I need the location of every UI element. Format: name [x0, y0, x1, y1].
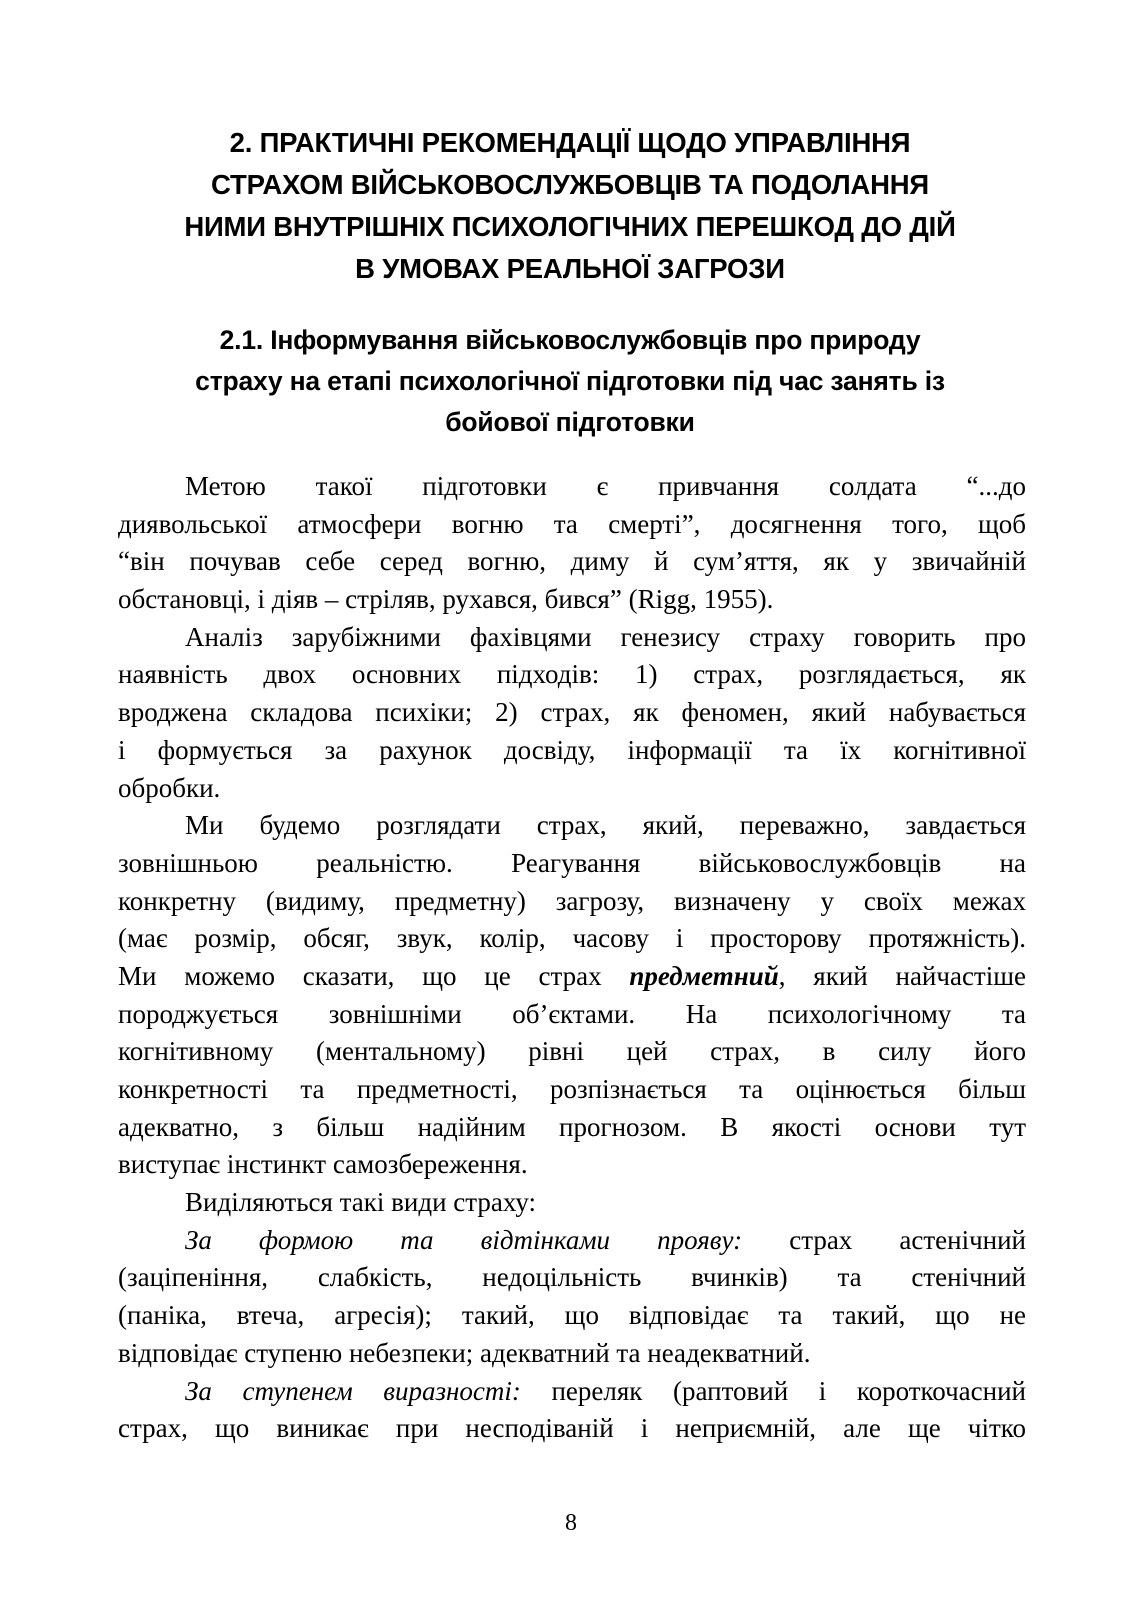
- paragraph-line: конкретну (видиму, предметну) загрозу, визначену у своїх межах: [118, 885, 1026, 916]
- paragraph-line: виступає інстинкт самозбереження.: [118, 1149, 528, 1180]
- paragraph-line: відповідає ступеню небезпеки; адекватний та неадекватний.: [118, 1337, 811, 1368]
- paragraph-line: і формується за рахунок досвіду, інформації та їх когнітивної: [118, 734, 1026, 765]
- paragraph-line: диявольської атмосфери вогню та смерті”, досягнення того, щоб: [118, 508, 1026, 539]
- section-heading-line: 2. ПРАКТИЧНІ РЕКОМЕНДАЦІЇ ЩОДО УПРАВЛІННЯ: [229, 127, 911, 158]
- paragraph-line: обробки.: [118, 772, 221, 803]
- paragraph-line: (паніка, втеча, агресія); такий, що відповідає та такий, що не: [118, 1300, 1026, 1331]
- section-heading-line: В УМОВАХ РЕАЛЬНОЇ ЗАГРОЗИ: [355, 253, 785, 284]
- text-run: Ми можемо сказати, що це страх: [118, 960, 630, 991]
- subsection-heading: [110, 320, 1030, 443]
- paragraph-line: страх, що виникає при несподіваній і неприємній, але ще чітко: [118, 1413, 1026, 1444]
- paragraph-line: (заціпеніння, слабкість, недоцільність вчинків) та стенічний: [118, 1262, 1026, 1293]
- emphasized-term: предметний: [629, 960, 779, 991]
- page-number: 8: [565, 1510, 577, 1536]
- text-run: переляк (раптовий і короткочасний: [520, 1375, 1026, 1406]
- subsection-heading-line: бойової підготовки: [445, 407, 695, 437]
- section-heading-line: НИМИ ВНУТРІШНІХ ПСИХОЛОГІЧНИХ ПЕРЕШКОД ДО ДІЙ: [184, 211, 956, 242]
- section-heading-line: СТРАХОМ ВІЙСЬКОВОСЛУЖБОВЦІВ ТА ПОДОЛАННЯ: [211, 169, 929, 200]
- paragraph-line: Аналіз зарубіжними фахівцями генезису страху говорить про: [185, 621, 1026, 652]
- paragraph-line: конкретності та предметності, розпізнається та оцінюється більш: [118, 1074, 1026, 1104]
- paragraph-line: зовнішньою реальністю. Реагування військовослужбовців на: [118, 847, 1026, 878]
- italic-label: За ступенем виразності:: [185, 1375, 521, 1406]
- paragraph-line: обстановці, і діяв – стріляв, рухався, бився” (Rigg, 1955).: [118, 584, 774, 615]
- paragraph-line: “він почував себе серед вогню, диму й сум’яття, як у звичайній: [118, 546, 1026, 577]
- paragraph-line-emphasis: [118, 958, 1026, 996]
- paragraph-line: (має розмір, обсяг, звук, колір, часову і просторову протяжність).: [118, 923, 1026, 954]
- text-run: страх астенічний: [742, 1224, 1026, 1255]
- paragraph-line: вроджена складова психіки; 2) страх, як феномен, який набувається: [118, 697, 1026, 728]
- paragraph-line-labeled: [118, 1373, 1026, 1411]
- subsection-heading-line: страху на етапі психологічної підготовки під час занять із: [195, 366, 945, 396]
- subsection-heading-line: 2.1. Інформування військовослужбовців про природу: [219, 325, 921, 355]
- paragraph-line-labeled: [118, 1222, 1026, 1260]
- paragraph-line: наявність двох основних підходів: 1) страх, розглядається, як: [118, 659, 1026, 690]
- paragraph-line: породжується зовнішніми об’єктами. На психологічному та: [118, 998, 1026, 1029]
- italic-label: За формою та відтінками прояву:: [185, 1224, 743, 1255]
- paragraph-line: Виділяються такі види страху:: [185, 1187, 536, 1218]
- section-heading: [110, 122, 1030, 290]
- text-run: , який найчастіше: [778, 960, 1026, 991]
- paragraph-line: адекватно, з більш надійним прогнозом. В якості основи тут: [118, 1111, 1026, 1142]
- paragraph-line: Ми будемо розглядати страх, який, переважно, завдається: [185, 810, 1026, 841]
- paragraph-line: Метою такої підготовки є привчання солдата “...до: [185, 471, 1026, 501]
- body-text: [118, 468, 1026, 1448]
- paragraph-line: когнітивному (ментальному) рівні цей страх, в силу його: [118, 1036, 1026, 1067]
